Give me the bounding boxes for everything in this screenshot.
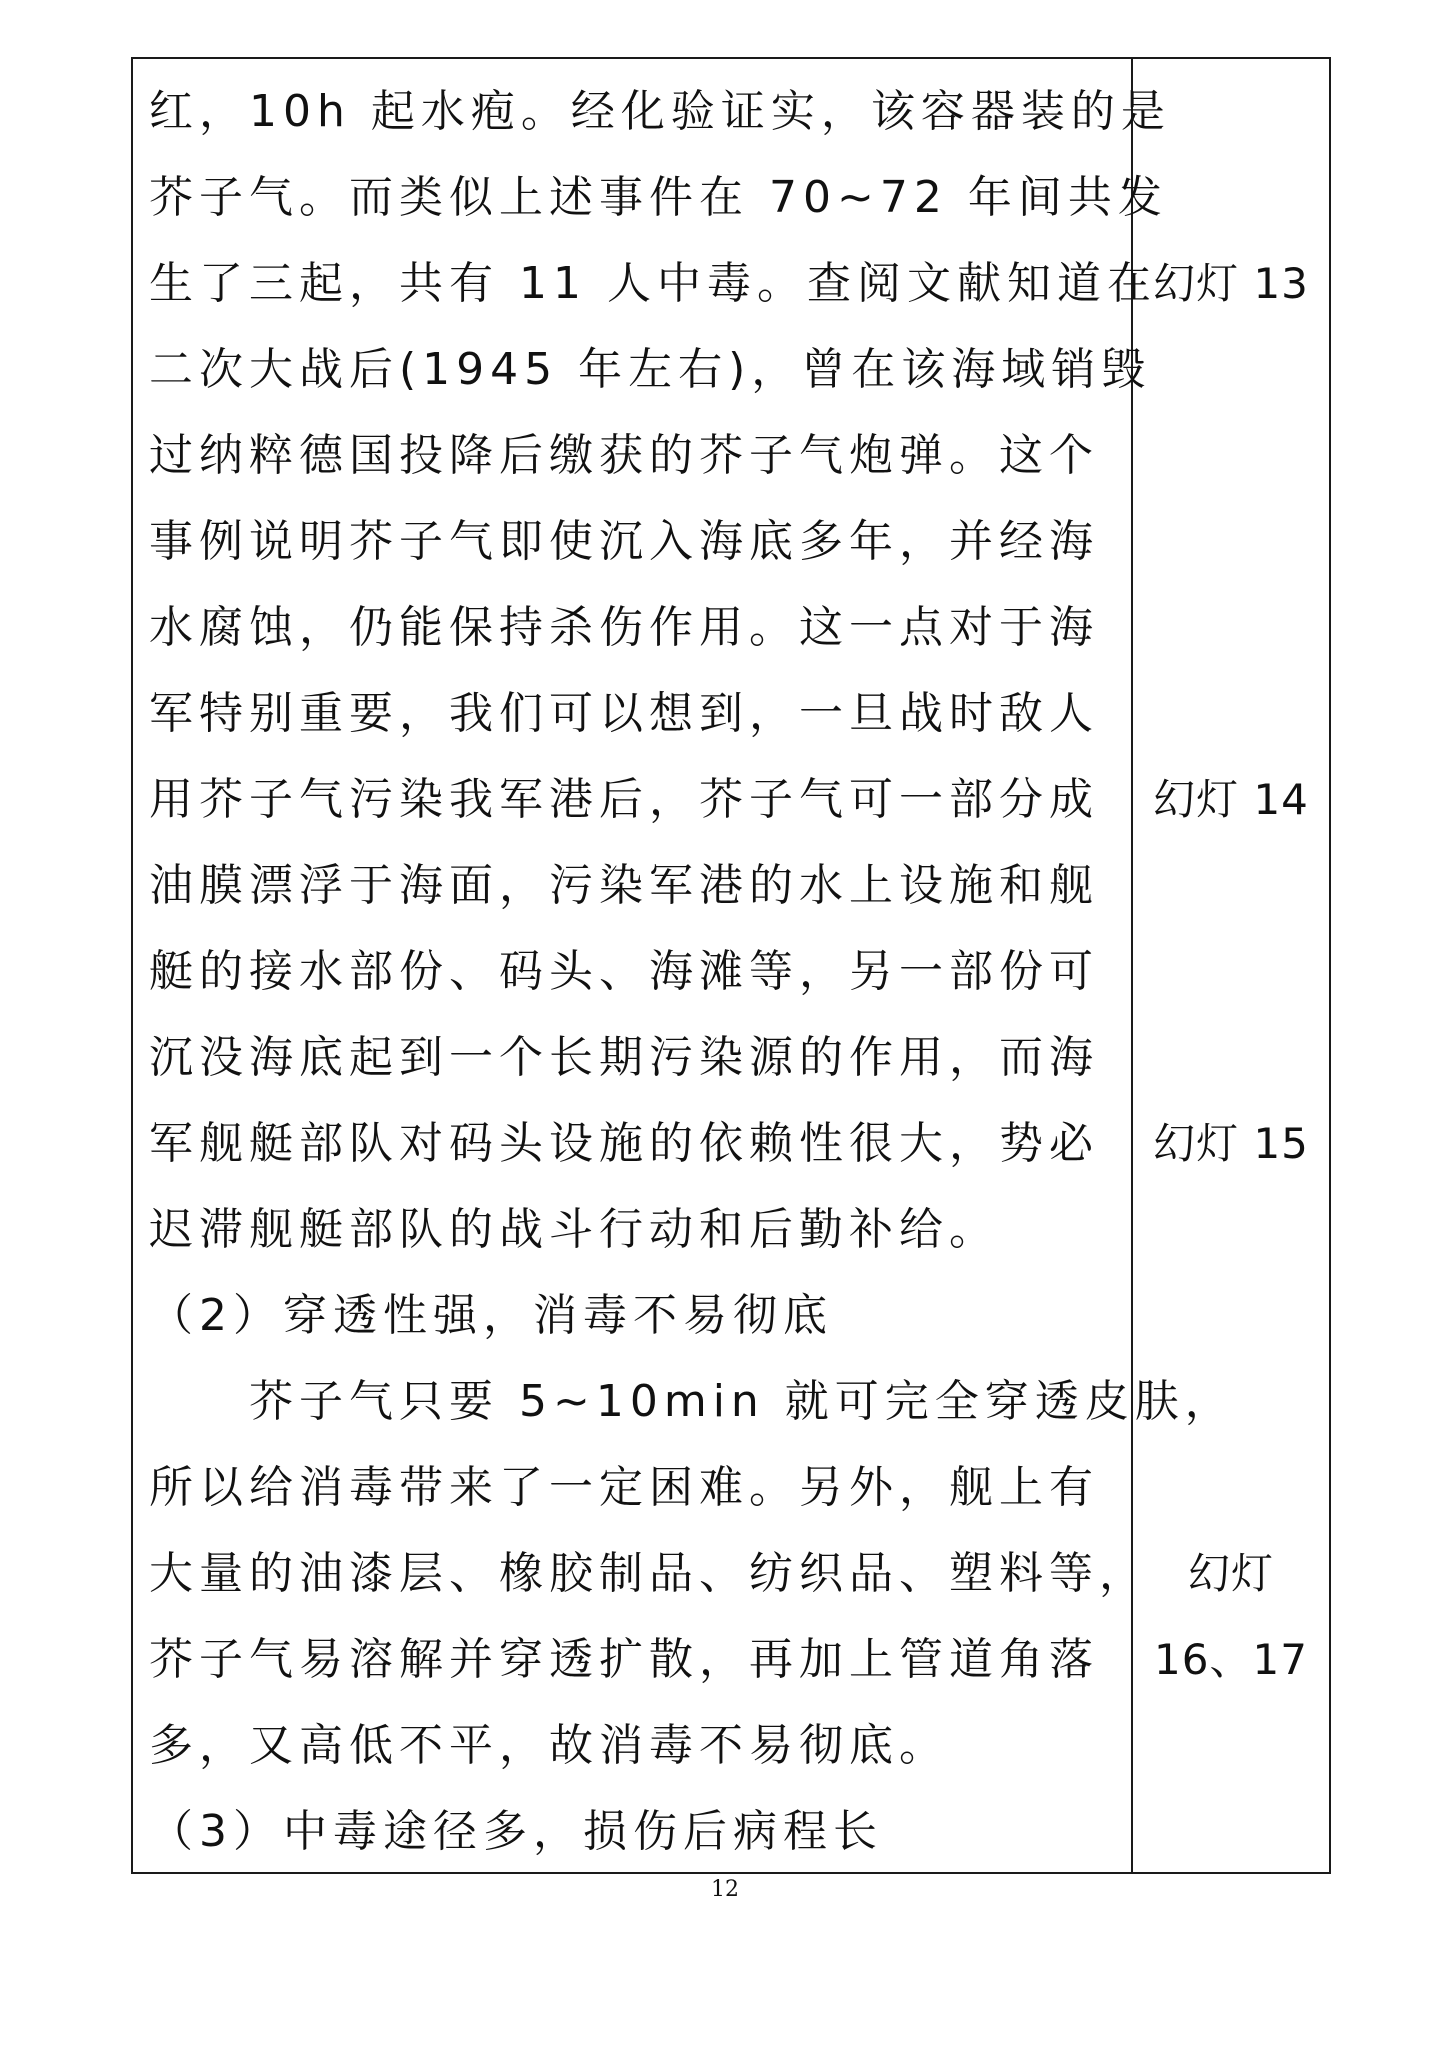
body-line: 过纳粹德国投降后缴获的芥子气炮弹。这个 <box>149 430 1099 481</box>
body-line: 所以给消毒带来了一定困难。另外，舰上有 <box>149 1462 1099 1513</box>
body-line: 艇的接水部份、码头、海滩等，另一部份可 <box>149 946 1099 997</box>
body-line: 红，10h 起水疱。经化验证实，该容器装的是 <box>149 86 1171 137</box>
body-line: 事例说明芥子气即使沉入海底多年，并经海 <box>149 516 1099 567</box>
body-line: 用芥子气污染我军港后，芥子气可一部分成 <box>149 774 1099 825</box>
body-line: 生了三起，共有 11 人中毒。查阅文献知道在 <box>149 258 1157 309</box>
body-line: 军舰艇部队对码头设施的依赖性很大，势必 <box>149 1118 1099 1169</box>
body-line: 大量的油漆层、橡胶制品、纺织品、塑料等， <box>149 1548 1149 1599</box>
body-line: 军特别重要，我们可以想到，一旦战时敌人 <box>149 688 1099 739</box>
body-line: 油膜漂浮于海面，污染军港的水上设施和舰 <box>149 860 1099 911</box>
body-line: 多，又高低不平，故消毒不易彻底。 <box>149 1720 949 1771</box>
page-number: 12 <box>711 1877 739 1902</box>
body-line: 芥子气易溶解并穿透扩散，再加上管道角落 <box>149 1634 1099 1685</box>
body-line: 迟滞舰艇部队的战斗行动和后勤补给。 <box>149 1204 999 1255</box>
slide-label: 幻灯 14 <box>1153 775 1309 824</box>
body-line: 二次大战后(1945 年左右)，曾在该海域销毁 <box>149 344 1152 395</box>
body-line: 沉没海底起到一个长期污染源的作用，而海 <box>149 1032 1099 1083</box>
body-line: 水腐蚀，仍能保持杀伤作用。这一点对于海 <box>149 602 1099 653</box>
section-heading: （2）穿透性强，消毒不易彻底 <box>149 1290 833 1341</box>
body-line: 芥子气。而类似上述事件在 70~72 年间共发 <box>149 172 1168 223</box>
body-line: 芥子气只要 5~10min 就可完全穿透皮肤， <box>249 1376 1235 1427</box>
slide-label: 幻灯 13 <box>1153 259 1309 308</box>
section-heading: （3）中毒途径多，损伤后病程长 <box>149 1806 883 1857</box>
slide-label: 幻灯 <box>1187 1549 1274 1598</box>
slide-label: 幻灯 15 <box>1153 1119 1309 1168</box>
content-table <box>131 57 1331 1874</box>
slide-label: 16、17 <box>1154 1635 1308 1684</box>
